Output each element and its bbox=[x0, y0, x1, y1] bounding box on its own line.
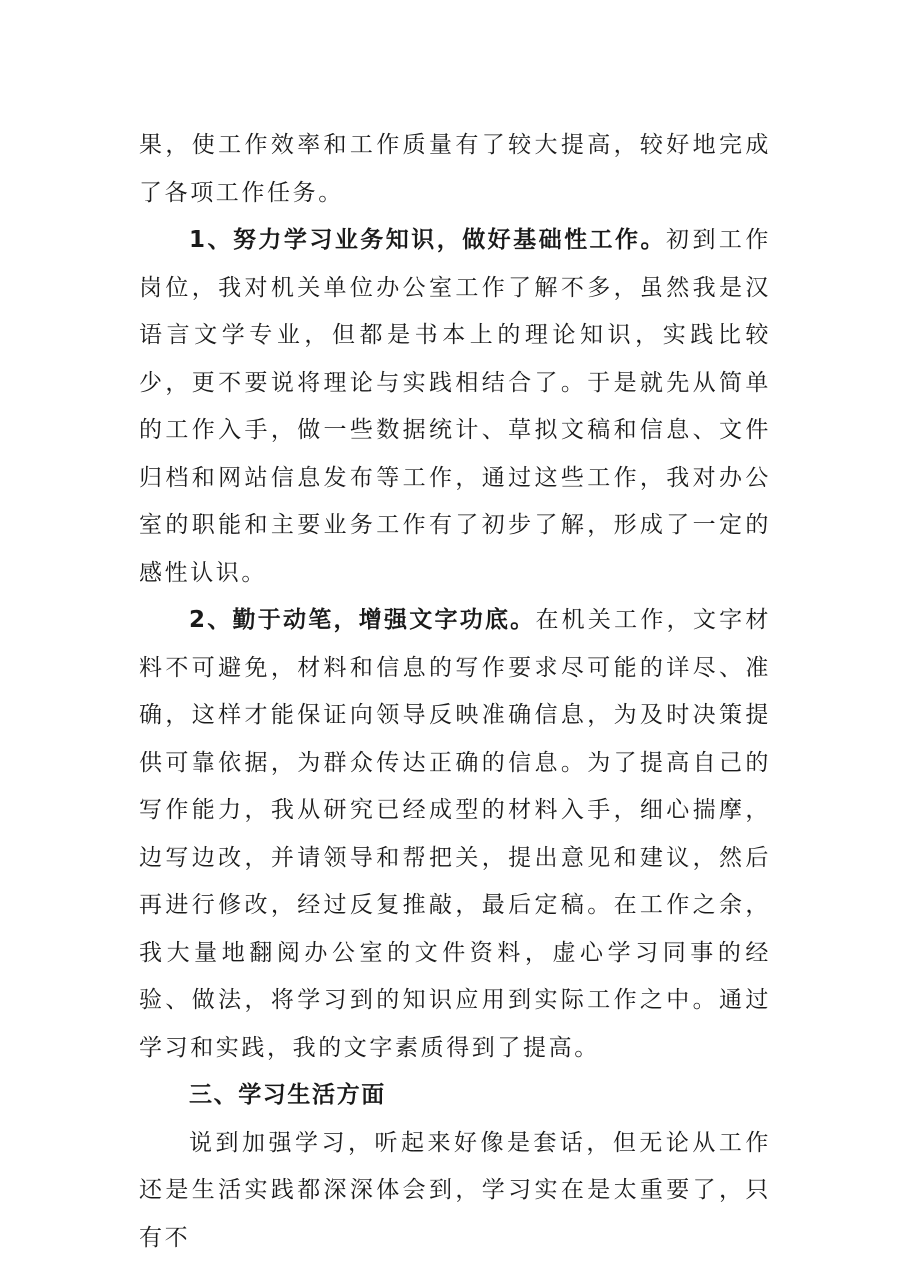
item-heading: 2、勤于动笔，增强文字功底。 bbox=[189, 607, 536, 633]
paragraph-item-2 bbox=[139, 597, 771, 1072]
paragraph-item-1 bbox=[139, 217, 771, 597]
item-heading: 1、努力学习业务知识，做好基础性工作。 bbox=[189, 227, 666, 253]
section-heading-paragraph bbox=[139, 1072, 771, 1120]
paragraph-text: 果，使工作效率和工作质量有了较大提高，较好地完成了各项工作任务。 bbox=[139, 132, 771, 206]
document-body bbox=[139, 122, 771, 1262]
section-heading: 三、学习生活方面 bbox=[189, 1082, 386, 1108]
paragraph-study bbox=[139, 1120, 771, 1263]
paragraph-continuation bbox=[139, 122, 771, 217]
paragraph-text: 说到加强学习，听起来好像是套话，但无论从工作还是生活实践都深深体会到，学习实在是太重要了，只有不 bbox=[139, 1129, 771, 1251]
paragraph-text: 在机关工作，文字材料不可避免，材料和信息的写作要求尽可能的详尽、准确，这样才能保证向领导反映准确信息，为及时决策提供可靠依据，为群众传达正确的信息。为了提高自己的写作能力，我从研究已经成型的材料入手，细心揣摩，边写边改，并请领导和帮把关，提出意见和建议，然后再进行修改，经过反复推敲，最后定稿。在工作之余，我大量地翻阅办公室的文件资料，虚心学习同事的经验、做法，将学习到的知识应用到实际工作之中。通过学习和实践，我的文字素质得到了提高。 bbox=[139, 607, 771, 1061]
paragraph-text: 初到工作岗位，我对机关单位办公室工作了解不多，虽然我是汉语言文学专业，但都是书本上的理论知识，实践比较少，更不要说将理论与实践相结合了。于是就先从简单的工作入手，做一些数据统计、草拟文稿和信息、文件归档和网站信息发布等工作，通过这些工作，我对办公室的职能和主要业务工作有了初步了解，形成了一定的感性认识。 bbox=[139, 227, 772, 586]
